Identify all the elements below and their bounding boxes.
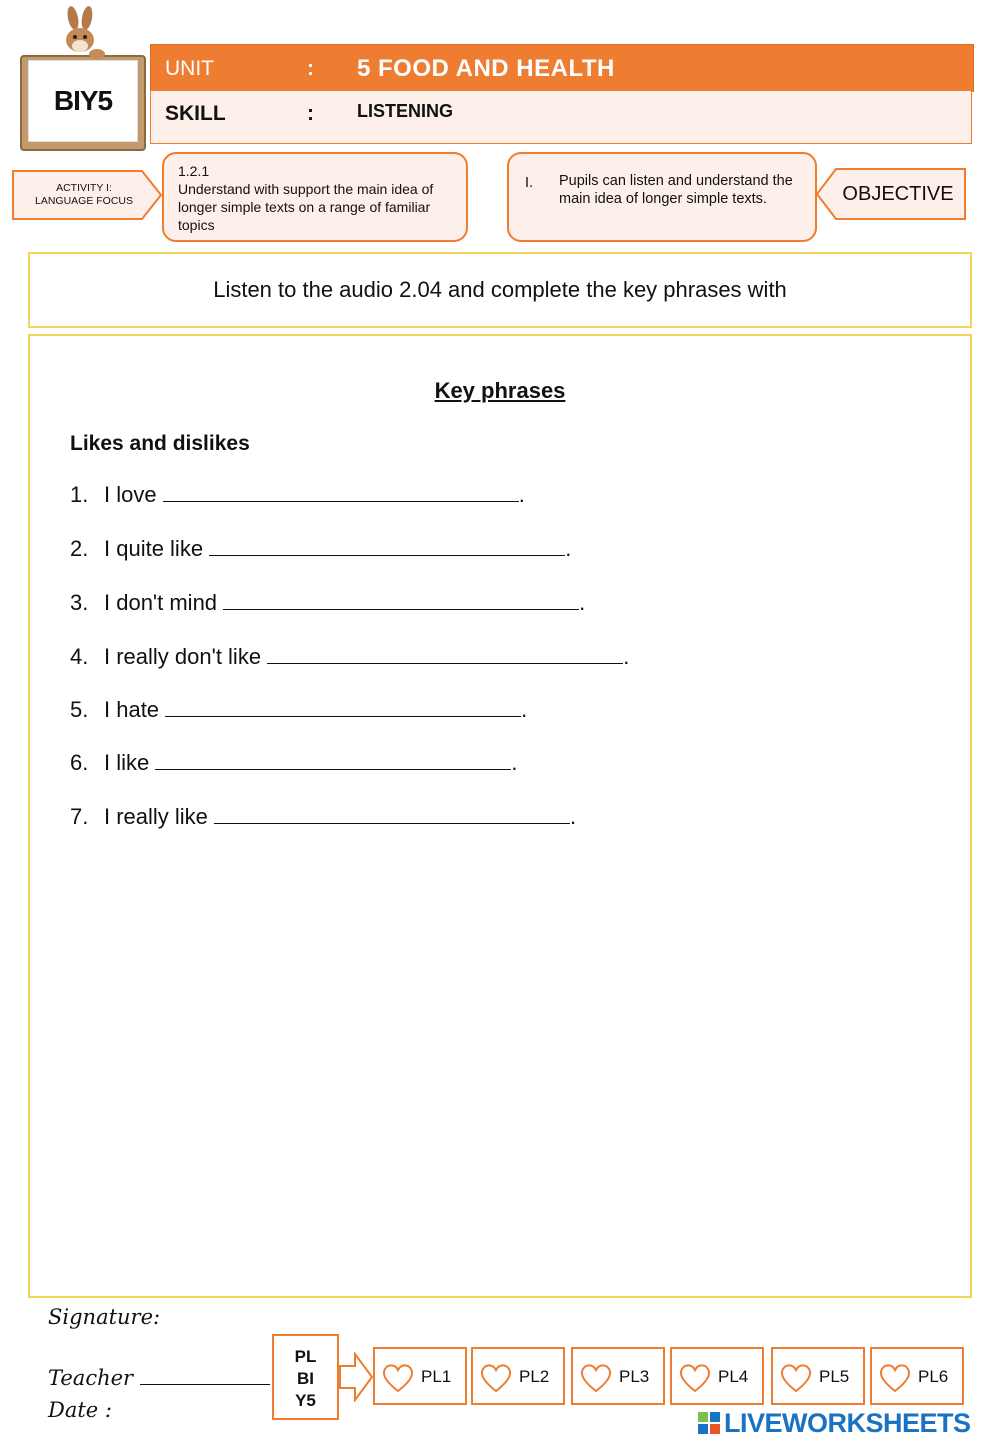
answer-blank[interactable] xyxy=(267,645,623,664)
pl-line3: Y5 xyxy=(295,1391,316,1410)
likes-dislikes-subtitle: Likes and dislikes xyxy=(70,432,250,455)
phrase-item xyxy=(70,590,585,616)
key-phrases-title: Key phrases xyxy=(434,378,566,403)
teacher-label: Teacher xyxy=(48,1366,134,1390)
logo-text: BIY5 xyxy=(28,60,138,142)
phrase-period: . xyxy=(565,536,572,561)
phrase-period: . xyxy=(511,750,518,775)
activity-line1: ACTIVITY I: xyxy=(56,182,112,194)
pl-level-label: PL6 xyxy=(918,1367,949,1386)
answer-blank[interactable] xyxy=(214,805,570,824)
phrase-text: I really don't like xyxy=(104,644,262,669)
date-label: Date : xyxy=(48,1398,112,1422)
skill-value: LISTENING xyxy=(357,101,454,121)
phrase-period: . xyxy=(518,482,525,507)
skill-label: SKILL xyxy=(165,102,226,125)
pl-level-6[interactable] xyxy=(870,1347,964,1405)
phrase-item xyxy=(70,750,518,776)
answer-blank[interactable] xyxy=(163,483,519,502)
answer-blank[interactable] xyxy=(223,591,579,610)
unit-bar xyxy=(150,44,974,92)
pl-level-4[interactable] xyxy=(670,1347,764,1405)
learning-standard-box xyxy=(162,152,468,242)
arrow-right-icon xyxy=(339,1352,373,1402)
phrase-number: 1. xyxy=(70,482,89,507)
pl-level-3[interactable] xyxy=(571,1347,665,1405)
signature-label: Signature: xyxy=(48,1305,161,1329)
pl-line1: PL xyxy=(294,1347,317,1366)
heart-icon xyxy=(878,1361,912,1395)
pl-level-label: PL1 xyxy=(421,1367,452,1386)
phrase-number: 4. xyxy=(70,644,89,669)
phrase-period: . xyxy=(623,644,630,669)
objective-number: I. xyxy=(525,175,534,191)
phrase-text: I quite like xyxy=(104,536,204,561)
pl-level-label: PL4 xyxy=(718,1367,749,1386)
phrase-period: . xyxy=(570,804,577,829)
unit-value: 5 FOOD AND HEALTH xyxy=(357,55,615,82)
teacher-signature-line[interactable] xyxy=(140,1368,270,1385)
phrase-item xyxy=(70,697,527,723)
pl-subject-box xyxy=(272,1334,339,1420)
phrase-period: . xyxy=(521,697,528,722)
phrase-number: 5. xyxy=(70,697,89,722)
unit-colon: : xyxy=(307,57,314,80)
phrase-text: I don't mind xyxy=(104,590,218,615)
key-phrases-box xyxy=(28,334,972,1298)
phrase-item xyxy=(70,482,525,508)
teacher-row xyxy=(48,1366,270,1390)
phrase-text: I like xyxy=(104,750,150,775)
phrase-text: I really like xyxy=(104,804,208,829)
heart-icon xyxy=(579,1361,613,1395)
heart-icon xyxy=(678,1361,712,1395)
liveworksheets-logo[interactable] xyxy=(698,1408,994,1438)
objective-tag-text: OBJECTIVE xyxy=(842,183,954,205)
pl-level-1[interactable] xyxy=(373,1347,467,1405)
liveworksheets-icon xyxy=(698,1412,720,1434)
phrase-period: . xyxy=(579,590,586,615)
answer-blank[interactable] xyxy=(155,751,511,770)
objective-box xyxy=(507,152,817,242)
phrase-number: 6. xyxy=(70,750,89,775)
skill-colon: : xyxy=(307,102,314,125)
rabbit-icon xyxy=(55,6,110,62)
answer-blank[interactable] xyxy=(209,537,565,556)
pl-level-label: PL5 xyxy=(819,1367,850,1386)
phrase-item xyxy=(70,644,629,670)
activity-text xyxy=(20,182,148,208)
instruction-box xyxy=(28,252,972,328)
pl-level-label: PL2 xyxy=(519,1367,550,1386)
pl-level-label: PL3 xyxy=(619,1367,650,1386)
unit-label: UNIT xyxy=(165,57,214,80)
standard-code: 1.2.1 xyxy=(178,163,210,179)
activity-line2: LANGUAGE FOCUS xyxy=(34,195,134,207)
phrase-item xyxy=(70,804,576,830)
pl-line2: BI xyxy=(297,1369,314,1388)
pl-level-5[interactable] xyxy=(771,1347,865,1405)
pl-level-2[interactable] xyxy=(471,1347,565,1405)
liveworksheets-brand: LIVEWORKSHEETS xyxy=(724,1408,971,1438)
skill-bar xyxy=(150,90,972,144)
objective-tag xyxy=(816,168,966,220)
phrase-number: 7. xyxy=(70,804,89,829)
answer-blank[interactable] xyxy=(165,698,521,717)
phrase-number: 2. xyxy=(70,536,89,561)
phrase-text: I love xyxy=(104,482,157,507)
heart-icon xyxy=(779,1361,813,1395)
objective-text: Pupils can listen and understand the main idea of longer simple texts. xyxy=(559,173,793,207)
standard-text: Understand with support the main idea of longer simple texts on a range of familiar topics xyxy=(178,181,434,233)
phrase-item xyxy=(70,536,571,562)
heart-icon xyxy=(381,1361,415,1395)
phrase-number: 3. xyxy=(70,590,89,615)
instruction-text: Listen to the audio 2.04 and complete the key phrases with xyxy=(213,277,787,302)
heart-icon xyxy=(479,1361,513,1395)
phrase-text: I hate xyxy=(104,697,160,722)
activity-tag xyxy=(12,170,162,220)
